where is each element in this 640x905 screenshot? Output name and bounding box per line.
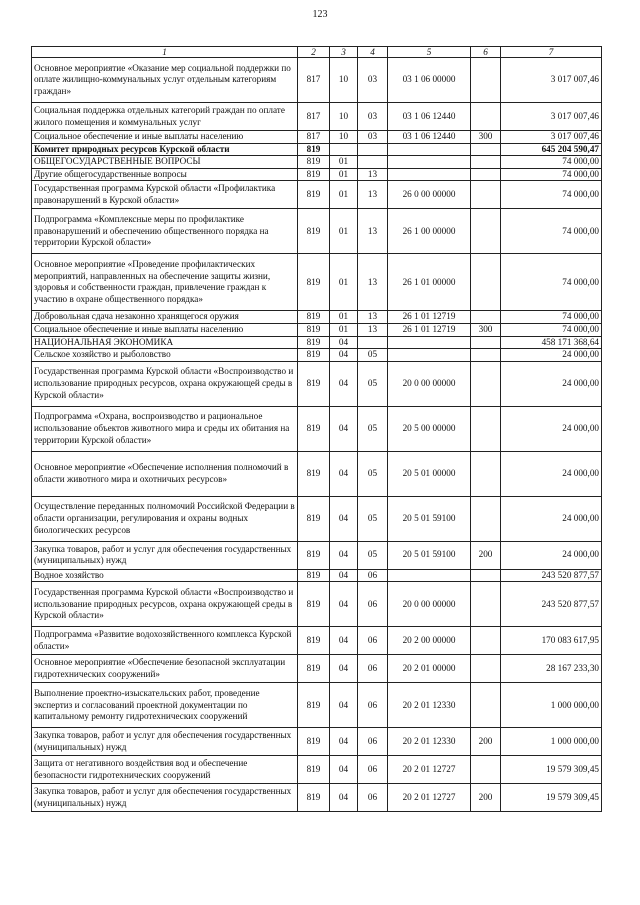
table-row: [32, 541, 602, 569]
code-pr-cell: 06: [358, 569, 388, 582]
code-gr-cell: 819: [298, 406, 330, 451]
item-name-cell: Подпрограмма «Комплексные меры по профилактике правонарушений и обеспечению общественного порядка на территории Курской области»: [32, 209, 298, 254]
code-rz-cell: 04: [330, 336, 358, 349]
code-vr-cell: [471, 181, 501, 209]
amount-cell: 19 579 309,45: [501, 784, 602, 812]
amount-cell: 170 083 617,95: [501, 627, 602, 655]
code-gr-cell: 817: [298, 131, 330, 144]
code-gr-cell: 819: [298, 683, 330, 728]
code-kcsr-cell: 26 1 01 00000: [388, 254, 471, 311]
item-name-cell: Основное мероприятие «Обеспечение исполнения полномочий в области животного мира и охотничьих ресурсов»: [32, 451, 298, 496]
amount-cell: 74 000,00: [501, 156, 602, 169]
code-gr-cell: 819: [298, 541, 330, 569]
table-row: [32, 181, 602, 209]
code-gr-cell: 817: [298, 103, 330, 131]
code-gr-cell: 819: [298, 496, 330, 541]
code-kcsr-cell: 20 2 00 00000: [388, 627, 471, 655]
code-pr-cell: 13: [358, 209, 388, 254]
code-gr-cell: 819: [298, 655, 330, 683]
amount-cell: 24 000,00: [501, 541, 602, 569]
budget-table: [31, 46, 602, 812]
code-rz-cell: 04: [330, 784, 358, 812]
code-pr-cell: 13: [358, 254, 388, 311]
code-rz-cell: 04: [330, 496, 358, 541]
code-kcsr-cell: 26 1 01 12719: [388, 323, 471, 336]
table-row: [32, 728, 602, 756]
code-pr-cell: 03: [358, 131, 388, 144]
code-kcsr-cell: 26 1 01 12719: [388, 311, 471, 324]
item-name-cell: Выполнение проектно-изыскательских работ, проведение экспертиз и согласований проектной документации по капитальному ремонту гидротехнических сооружений: [32, 683, 298, 728]
header-cell: 6: [471, 47, 501, 58]
code-vr-cell: 200: [471, 541, 501, 569]
code-kcsr-cell: 20 2 01 12727: [388, 756, 471, 784]
code-rz-cell: 10: [330, 58, 358, 103]
code-gr-cell: 819: [298, 728, 330, 756]
table-row: [32, 756, 602, 784]
header-row: [32, 47, 602, 58]
code-rz-cell: 04: [330, 361, 358, 406]
code-kcsr-cell: 26 1 00 00000: [388, 209, 471, 254]
table-body: [32, 58, 602, 812]
amount-cell: 24 000,00: [501, 496, 602, 541]
code-rz-cell: 04: [330, 582, 358, 627]
code-pr-cell: 06: [358, 784, 388, 812]
code-kcsr-cell: 20 2 01 12727: [388, 784, 471, 812]
item-name-cell: Закупка товаров, работ и услуг для обеспечения государственных (муниципальных) нужд: [32, 784, 298, 812]
amount-cell: 1 000 000,00: [501, 683, 602, 728]
code-pr-cell: 03: [358, 58, 388, 103]
code-rz-cell: 04: [330, 451, 358, 496]
code-vr-cell: [471, 569, 501, 582]
amount-cell: 24 000,00: [501, 406, 602, 451]
code-kcsr-cell: 03 1 06 00000: [388, 58, 471, 103]
table-row: [32, 103, 602, 131]
code-kcsr-cell: 20 2 01 00000: [388, 655, 471, 683]
table-row: [32, 406, 602, 451]
code-kcsr-cell: [388, 336, 471, 349]
code-vr-cell: [471, 406, 501, 451]
code-vr-cell: [471, 103, 501, 131]
header-cell: 1: [32, 47, 298, 58]
code-rz-cell: 01: [330, 311, 358, 324]
code-pr-cell: 06: [358, 683, 388, 728]
code-vr-cell: [471, 143, 501, 156]
code-vr-cell: [471, 361, 501, 406]
table-row: [32, 143, 602, 156]
item-name-cell: Социальное обеспечение и иные выплаты населению: [32, 131, 298, 144]
code-vr-cell: [471, 451, 501, 496]
item-name-cell: Сельское хозяйство и рыболовство: [32, 349, 298, 362]
table-row: [32, 683, 602, 728]
table-row: [32, 655, 602, 683]
code-rz-cell: 04: [330, 728, 358, 756]
table-row: [32, 168, 602, 181]
code-pr-cell: 05: [358, 349, 388, 362]
code-kcsr-cell: 20 0 00 00000: [388, 361, 471, 406]
item-name-cell: Социальная поддержка отдельных категорий граждан по оплате жилого помещения и коммунальных услуг: [32, 103, 298, 131]
code-vr-cell: [471, 627, 501, 655]
code-pr-cell: 13: [358, 323, 388, 336]
amount-cell: 24 000,00: [501, 451, 602, 496]
code-gr-cell: 819: [298, 209, 330, 254]
code-kcsr-cell: 20 2 01 12330: [388, 728, 471, 756]
code-gr-cell: 819: [298, 168, 330, 181]
code-rz-cell: 01: [330, 168, 358, 181]
code-gr-cell: 819: [298, 361, 330, 406]
code-pr-cell: 06: [358, 582, 388, 627]
table-row: [32, 627, 602, 655]
item-name-cell: Подпрограмма «Охрана, воспроизводство и рациональное использование объектов животного мира и среды их обитания на территории Курской области»: [32, 406, 298, 451]
item-name-cell: Защита от негативного воздействия вод и обеспечение безопасности гидротехнических сооружений: [32, 756, 298, 784]
header-cell: 4: [358, 47, 388, 58]
code-pr-cell: 06: [358, 655, 388, 683]
code-vr-cell: [471, 756, 501, 784]
amount-cell: 24 000,00: [501, 361, 602, 406]
amount-cell: 74 000,00: [501, 323, 602, 336]
code-pr-cell: [358, 336, 388, 349]
code-kcsr-cell: [388, 156, 471, 169]
header-cell: 5: [388, 47, 471, 58]
code-rz-cell: 04: [330, 541, 358, 569]
header-cell: 7: [501, 47, 602, 58]
code-pr-cell: [358, 143, 388, 156]
code-gr-cell: 819: [298, 349, 330, 362]
code-gr-cell: 819: [298, 336, 330, 349]
header-cell: 3: [330, 47, 358, 58]
code-pr-cell: 03: [358, 103, 388, 131]
amount-cell: 458 171 368,64: [501, 336, 602, 349]
code-rz-cell: 01: [330, 156, 358, 169]
item-name-cell: НАЦИОНАЛЬНАЯ ЭКОНОМИКА: [32, 336, 298, 349]
code-vr-cell: [471, 311, 501, 324]
code-rz-cell: 04: [330, 349, 358, 362]
table-row: [32, 209, 602, 254]
code-pr-cell: 06: [358, 756, 388, 784]
item-name-cell: Социальное обеспечение и иные выплаты населению: [32, 323, 298, 336]
code-gr-cell: 819: [298, 569, 330, 582]
table-row: [32, 156, 602, 169]
page-number: 123: [312, 9, 328, 20]
amount-cell: 19 579 309,45: [501, 756, 602, 784]
table-row: [32, 569, 602, 582]
item-name-cell: Основное мероприятие «Оказание мер социальной поддержки по оплате жилищно-коммунальных услуг отдельным категориям граждан»: [32, 58, 298, 103]
code-rz-cell: 01: [330, 323, 358, 336]
item-name-cell: Подпрограмма «Развитие водохозяйственного комплекса Курской области»: [32, 627, 298, 655]
code-vr-cell: [471, 168, 501, 181]
code-pr-cell: 13: [358, 181, 388, 209]
item-name-cell: Другие общегосударственные вопросы: [32, 168, 298, 181]
table-row: [32, 349, 602, 362]
amount-cell: 74 000,00: [501, 168, 602, 181]
code-rz-cell: 04: [330, 627, 358, 655]
code-vr-cell: [471, 336, 501, 349]
item-name-cell: Осуществление переданных полномочий Российской Федерации в области организации, регулирования и охраны водных биологических ресурсов: [32, 496, 298, 541]
code-gr-cell: 819: [298, 156, 330, 169]
code-gr-cell: 819: [298, 627, 330, 655]
code-kcsr-cell: 20 5 01 59100: [388, 541, 471, 569]
code-gr-cell: 817: [298, 58, 330, 103]
code-pr-cell: 05: [358, 496, 388, 541]
code-pr-cell: 13: [358, 311, 388, 324]
code-vr-cell: [471, 683, 501, 728]
code-vr-cell: [471, 58, 501, 103]
code-rz-cell: 01: [330, 254, 358, 311]
code-pr-cell: 05: [358, 361, 388, 406]
code-kcsr-cell: 20 5 01 00000: [388, 451, 471, 496]
item-name-cell: Водное хозяйство: [32, 569, 298, 582]
code-pr-cell: 06: [358, 627, 388, 655]
code-gr-cell: 819: [298, 784, 330, 812]
code-rz-cell: 04: [330, 569, 358, 582]
amount-cell: 243 520 877,57: [501, 569, 602, 582]
code-kcsr-cell: [388, 143, 471, 156]
code-kcsr-cell: 20 0 00 00000: [388, 582, 471, 627]
table-row: [32, 496, 602, 541]
amount-cell: 74 000,00: [501, 181, 602, 209]
item-name-cell: Комитет природных ресурсов Курской области: [32, 143, 298, 156]
code-pr-cell: 05: [358, 541, 388, 569]
table-row: [32, 311, 602, 324]
code-pr-cell: 05: [358, 406, 388, 451]
code-vr-cell: [471, 254, 501, 311]
code-kcsr-cell: [388, 168, 471, 181]
code-vr-cell: 300: [471, 323, 501, 336]
code-rz-cell: 01: [330, 181, 358, 209]
table-row: [32, 254, 602, 311]
code-vr-cell: [471, 655, 501, 683]
code-gr-cell: 819: [298, 756, 330, 784]
code-vr-cell: 200: [471, 728, 501, 756]
item-name-cell: Добровольная сдача незаконно хранящегося оружия: [32, 311, 298, 324]
code-kcsr-cell: 20 2 01 12330: [388, 683, 471, 728]
amount-cell: 3 017 007,46: [501, 131, 602, 144]
code-gr-cell: 819: [298, 582, 330, 627]
item-name-cell: Государственная программа Курской области «Профилактика правонарушений в Курской области»: [32, 181, 298, 209]
code-gr-cell: 819: [298, 181, 330, 209]
table-row: [32, 361, 602, 406]
code-rz-cell: 04: [330, 655, 358, 683]
code-pr-cell: 13: [358, 168, 388, 181]
item-name-cell: Государственная программа Курской области «Воспроизводство и использование природных ресурсов, охрана окружающей среды в Курской области»: [32, 361, 298, 406]
code-rz-cell: 04: [330, 683, 358, 728]
header-cell: 2: [298, 47, 330, 58]
code-rz-cell: 10: [330, 131, 358, 144]
amount-cell: 243 520 877,57: [501, 582, 602, 627]
code-kcsr-cell: [388, 569, 471, 582]
code-pr-cell: 06: [358, 728, 388, 756]
code-rz-cell: [330, 143, 358, 156]
code-kcsr-cell: 20 5 01 59100: [388, 496, 471, 541]
code-gr-cell: 819: [298, 451, 330, 496]
amount-cell: 74 000,00: [501, 209, 602, 254]
amount-cell: 74 000,00: [501, 254, 602, 311]
code-vr-cell: [471, 209, 501, 254]
code-pr-cell: [358, 156, 388, 169]
code-rz-cell: 04: [330, 756, 358, 784]
code-vr-cell: [471, 349, 501, 362]
item-name-cell: ОБЩЕГОСУДАРСТВЕННЫЕ ВОПРОСЫ: [32, 156, 298, 169]
code-kcsr-cell: 03 1 06 12440: [388, 131, 471, 144]
code-pr-cell: 05: [358, 451, 388, 496]
code-vr-cell: [471, 582, 501, 627]
table-row: [32, 323, 602, 336]
code-gr-cell: 819: [298, 323, 330, 336]
item-name-cell: Основное мероприятие «Обеспечение безопасной эксплуатации гидротехнических сооружений»: [32, 655, 298, 683]
code-vr-cell: [471, 156, 501, 169]
table-row: [32, 784, 602, 812]
code-vr-cell: [471, 496, 501, 541]
item-name-cell: Государственная программа Курской области «Воспроизводство и использование природных ресурсов, охрана окружающей среды в Курской области»: [32, 582, 298, 627]
amount-cell: 74 000,00: [501, 311, 602, 324]
table-row: [32, 451, 602, 496]
amount-cell: 24 000,00: [501, 349, 602, 362]
item-name-cell: Закупка товаров, работ и услуг для обеспечения государственных (муниципальных) нужд: [32, 728, 298, 756]
amount-cell: 645 204 590,47: [501, 143, 602, 156]
code-rz-cell: 04: [330, 406, 358, 451]
table-row: [32, 58, 602, 103]
code-kcsr-cell: 26 0 00 00000: [388, 181, 471, 209]
table-row: [32, 131, 602, 144]
code-vr-cell: 300: [471, 131, 501, 144]
code-kcsr-cell: [388, 349, 471, 362]
amount-cell: 3 017 007,46: [501, 58, 602, 103]
item-name-cell: Закупка товаров, работ и услуг для обеспечения государственных (муниципальных) нужд: [32, 541, 298, 569]
table-row: [32, 336, 602, 349]
code-kcsr-cell: 20 5 00 00000: [388, 406, 471, 451]
amount-cell: 1 000 000,00: [501, 728, 602, 756]
code-rz-cell: 10: [330, 103, 358, 131]
code-vr-cell: 200: [471, 784, 501, 812]
code-gr-cell: 819: [298, 143, 330, 156]
table-row: [32, 582, 602, 627]
code-kcsr-cell: 03 1 06 12440: [388, 103, 471, 131]
code-gr-cell: 819: [298, 254, 330, 311]
amount-cell: 28 167 233,30: [501, 655, 602, 683]
code-gr-cell: 819: [298, 311, 330, 324]
item-name-cell: Основное мероприятие «Проведение профилактических мероприятий, направленных на обеспечение защиты жизни, здоровья и собственности граждан, привлечение граждан к участию в охране общественного порядка»: [32, 254, 298, 311]
amount-cell: 3 017 007,46: [501, 103, 602, 131]
code-rz-cell: 01: [330, 209, 358, 254]
